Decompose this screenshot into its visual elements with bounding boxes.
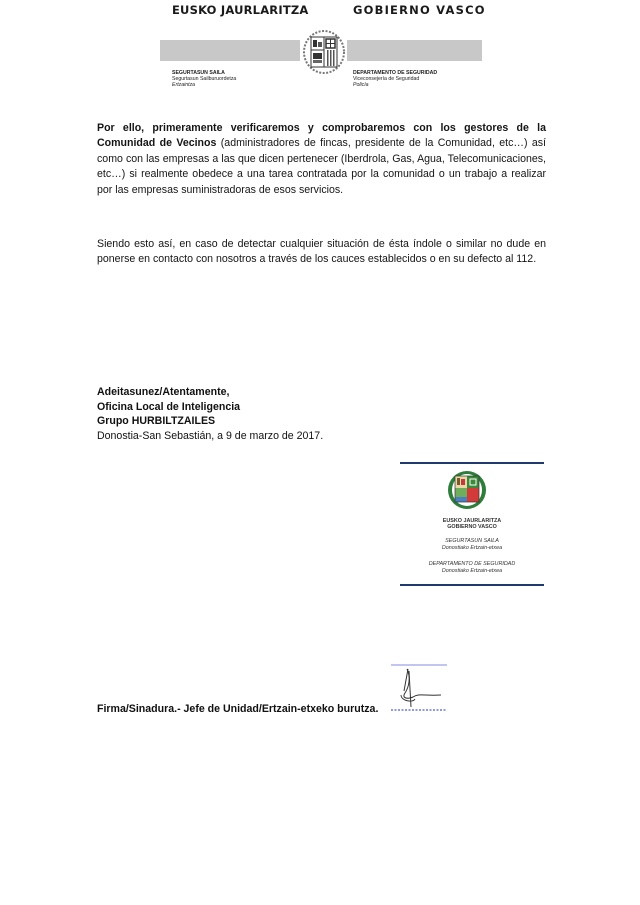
stamp-line-basque-gov: EUSKO JAURLARITZA: [442, 518, 502, 524]
closing-place-date: Donostia-San Sebastián, a 9 de marzo de 2017.: [97, 429, 324, 442]
signature-label: Firma/Sinadura.- Jefe de Unidad/Ertzain-etxeko burutza.: [97, 703, 379, 715]
handwritten-signature-icon: [389, 663, 449, 715]
header-right-bar: [347, 40, 482, 61]
header-right-dept: DEPARTAMENTO DE SEGURIDAD: [353, 70, 438, 76]
paragraph-verification-rest: (administradores de fincas, presidente de la Comunidad, etc…) así como con las empresas a las que dicen pertenecer (Iberdrola, Gas, Agua, Telecomunicaciones, etc…) si realmente obedece a una tarea contratada por la comunidad o un trabajo a realizar por las empresas suministradoras de esos servicios.: [97, 137, 546, 196]
closing-office: Oficina Local de Inteligencia: [97, 400, 241, 413]
coat-of-arms-icon: [302, 29, 346, 75]
header-left-dept: SEGURTASUN SAILA: [172, 70, 225, 76]
header-left-bar: [160, 40, 300, 61]
paragraph-verification-bold: Por ello, primeramente verificaremos y comprobaremos con los gestores de la Comunidad de Vecinos: [97, 122, 546, 150]
header-right-subtitle: [353, 70, 437, 88]
stamp-line-station-1: Donostiako Ertzain-etxea: [441, 545, 503, 551]
paragraph-verification: [97, 121, 546, 198]
paragraph-contact: Siendo esto así, en caso de detectar cualquier situación de ésta índole o similar no dude en ponerse en contacto con nosotros a través de los cauces establecidos o en su defecto al 112.: [97, 238, 546, 266]
header-right-viceministry: Viceconsejería de Seguridad: [353, 76, 420, 82]
header-left-viceministry: Segurtasun Sailburuordetza: [172, 76, 237, 82]
header-left-subtitle: [172, 70, 236, 88]
stamp-coat-of-arms-icon: [447, 470, 487, 510]
closing-group: Grupo HURBILTZAILES: [97, 415, 216, 427]
stamp-top-line: [400, 462, 544, 464]
stamp-bottom-line: [400, 584, 544, 586]
closing-block: [97, 385, 323, 443]
stamp-line-dept-spanish: DEPARTAMENTO DE SEGURIDAD: [428, 561, 516, 567]
header-title-spanish: GOBIERNO VASCO: [353, 3, 486, 17]
stamp-line-dept-basque: SEGURTASUN SAILA: [445, 538, 499, 544]
header-right-police: Policía: [353, 82, 369, 88]
header-title-basque: EUSKO JAURLARITZA: [172, 3, 309, 17]
stamp-line-spanish-gov: GOBIERNO VASCO: [447, 524, 497, 530]
closing-salutation: Adeitasunez/Atentamente,: [97, 386, 230, 398]
stamp-line-station-2: Donostiako Ertzain-etxea: [441, 568, 503, 574]
header-left-police: Ertzaintza: [172, 82, 196, 88]
